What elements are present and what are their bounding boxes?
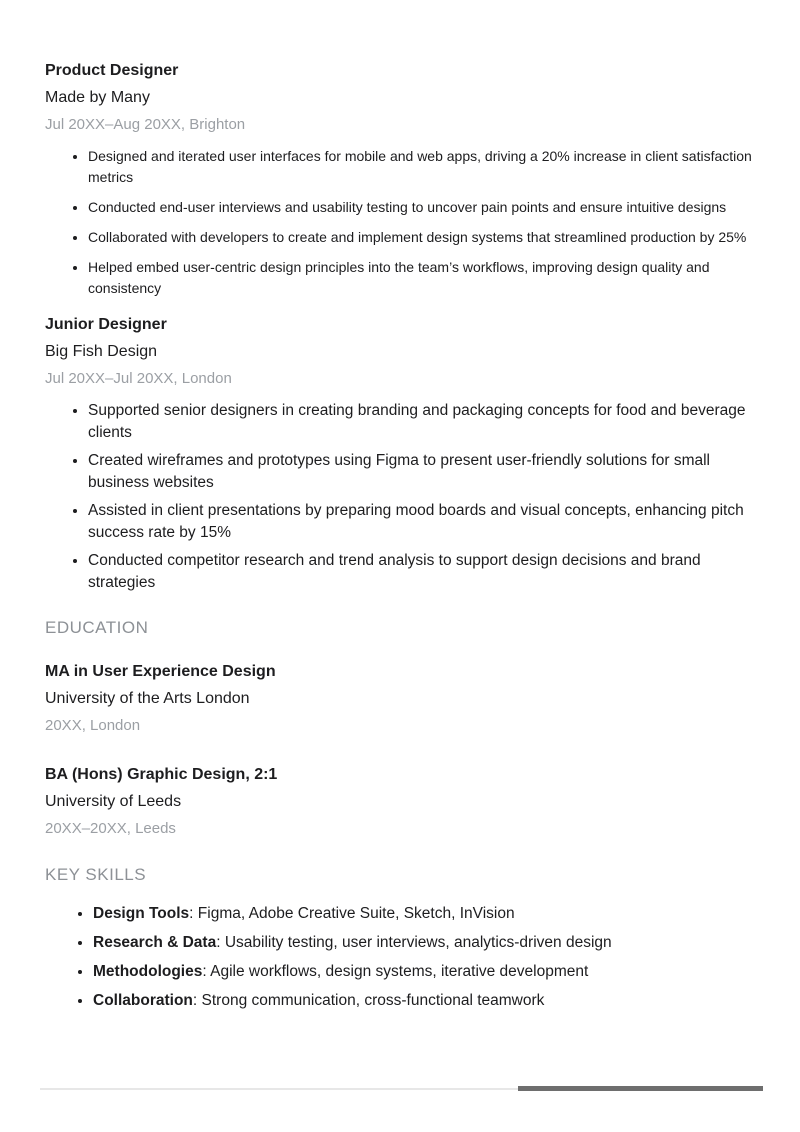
degree-title: MA in User Experience Design <box>45 663 276 680</box>
education-heading: EDUCATION <box>45 618 149 637</box>
job-title: Product Designer <box>45 62 179 79</box>
skill-value: Agile workflows, design systems, iterative development <box>210 963 589 980</box>
skill-value: Usability testing, user interviews, analytics-driven design <box>224 934 612 951</box>
experience-bullet: • Supported senior designers in creating branding and packaging concepts for food and beverage clients <box>88 400 748 443</box>
experience-bullet: • Assisted in client presentations by preparing mood boards and visual concepts, enhancing pitch success rate by 15% <box>88 500 748 543</box>
key-skills-section <box>45 864 770 1011</box>
key-skills-heading: KEY SKILLS <box>45 865 147 884</box>
skill-item <box>93 932 770 953</box>
skill-separator: : <box>216 934 225 951</box>
job-company: Big Fish Design <box>45 343 158 360</box>
skill-item <box>93 903 770 924</box>
skill-label: Research & Data <box>93 934 217 951</box>
education-section <box>45 617 770 842</box>
job-dates-location: Jul 20XX–Aug 20XX, Brighton <box>45 116 246 133</box>
job-bullet-list <box>45 146 770 299</box>
experience-entry-junior-designer <box>45 311 770 593</box>
education-dates-location: 20XX–20XX, Leeds <box>45 820 176 837</box>
education-dates-location: 20XX, London <box>45 717 141 734</box>
skill-separator: : <box>202 963 211 980</box>
skill-label: Design Tools <box>93 905 190 922</box>
skill-item <box>93 990 770 1011</box>
education-entry-ma <box>45 658 770 739</box>
school-name: University of Leeds <box>45 793 182 810</box>
skill-separator: : <box>189 905 198 922</box>
horizontal-scrollbar-track[interactable] <box>40 1088 762 1090</box>
experience-bullet: • Created wireframes and prototypes using Figma to present user-friendly solutions for small business websites <box>88 450 748 493</box>
skill-label: Collaboration <box>93 992 193 1009</box>
experience-entry-product-designer <box>45 57 770 299</box>
skills-list <box>45 903 770 1011</box>
job-bullet-list <box>45 400 770 593</box>
skill-separator: : <box>192 992 202 1009</box>
experience-bullet: • Conducted competitor research and trend analysis to support design decisions and brand strategies <box>88 550 748 593</box>
experience-bullet: • Designed and iterated user interfaces for mobile and web apps, driving a 20% increase in client satisfaction metrics <box>88 146 770 188</box>
school-name: University of the Arts London <box>45 690 250 707</box>
horizontal-scrollbar-thumb[interactable] <box>518 1086 763 1091</box>
experience-bullet: • Helped embed user-centric design principles into the team’s workflows, improving design quality and consistency <box>88 257 770 299</box>
skill-value: Strong communication, cross-functional teamwork <box>201 992 545 1009</box>
job-dates-location: Jul 20XX–Jul 20XX, London <box>45 370 232 387</box>
experience-bullet: • Collaborated with developers to create and implement design systems that streamlined production by 25% <box>88 227 770 248</box>
skill-value: Figma, Adobe Creative Suite, Sketch, InVision <box>197 905 515 922</box>
skill-item <box>93 961 770 982</box>
education-entry-ba <box>45 761 770 842</box>
job-company: Made by Many <box>45 89 150 106</box>
skill-label: Methodologies <box>93 963 203 980</box>
job-title: Junior Designer <box>45 316 167 333</box>
experience-bullet: • Conducted end-user interviews and usability testing to uncover pain points and ensure intuitive designs <box>88 197 770 218</box>
degree-title: BA (Hons) Graphic Design, 2:1 <box>45 766 278 783</box>
